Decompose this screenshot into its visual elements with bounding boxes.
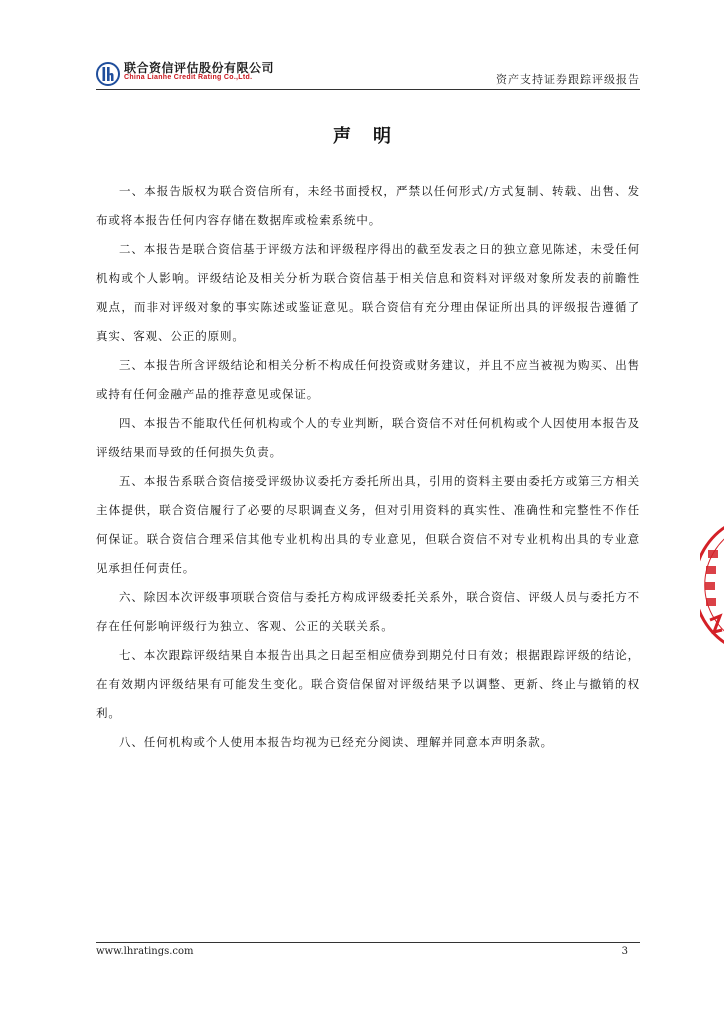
declaration-body (96, 177, 640, 757)
declaration-paragraph-7: 七、本次跟踪评级结果自本报告出具之日起至相应债券到期兑付日有效；根据跟踪评级的结论，在有效期内评级结果有可能发生变化。联合资信保留对评级结果予以调整、更新、终止与撤销的权利。 (96, 648, 640, 720)
footer-website-link[interactable]: www.lhratings.com (96, 946, 194, 957)
page-title: 声明 (333, 126, 413, 147)
declaration-paragraph-4: 四、本报告不能取代任何机构或个人的专业判断，联合资信不对任何机构或个人因使用本报告及评级结果而导致的任何损失负责。 (96, 416, 640, 459)
official-seal-stamp-icon (700, 520, 724, 650)
declaration-paragraph-1: 一、本报告版权为联合资信所有，未经书面授权，严禁以任何形式/方式复制、转载、出售、发布或将本报告任何内容存储在数据库或检索系统中。 (96, 184, 640, 227)
company-name-en: China Lianhe Credit Rating Co.,Ltd. (124, 74, 253, 81)
declaration-paragraph-2: 二、本报告是联合资信基于评级方法和评级程序得出的截至发表之日的独立意见陈述，未受任何机构或个人影响。评级结论及相关分析为联合资信基于相关信息和资料对评级对象所发表的前瞻性观点，而非对评级对象的事实陈述或鉴证意见。联合资信有充分理由保证所出具的评级报告遵循了真实、客观、公正的原则。 (96, 242, 640, 343)
declaration-paragraph-5: 五、本报告系联合资信接受评级协议委托方委托所出具，引用的资料主要由委托方或第三方相关主体提供，联合资信履行了必要的尽职调查义务，但对引用资料的真实性、准确性和完整性不作任何保证。联合资信合理采信其他专业机构出具的专业意见，但联合资信不对专业机构出具的专业意见承担任何责任。 (96, 474, 640, 575)
declaration-paragraph-6: 六、除因本次评级事项联合资信与委托方构成评级委托关系外，联合资信、评级人员与委托方不存在任何影响评级行为独立、客观、公正的关联关系。 (96, 590, 640, 633)
declaration-paragraph-8: 八、任何机构或个人使用本报告均视为已经充分阅读、理解并同意本声明条款。 (119, 735, 553, 749)
header-divider (96, 89, 640, 90)
page-number: 3 (621, 946, 628, 957)
report-type-label: 资产支持证券跟踪评级报告 (496, 73, 640, 86)
company-name-cn: 联合资信评估股份有限公司 (124, 61, 275, 75)
declaration-paragraph-3: 三、本报告所含评级结论和相关分析不构成任何投资或财务建议，并且不应当被视为购买、出售或持有任何金融产品的推荐意见或保证。 (96, 358, 640, 401)
page-header (96, 54, 640, 90)
footer-divider (96, 942, 640, 943)
lianhe-logo-icon (96, 62, 120, 86)
